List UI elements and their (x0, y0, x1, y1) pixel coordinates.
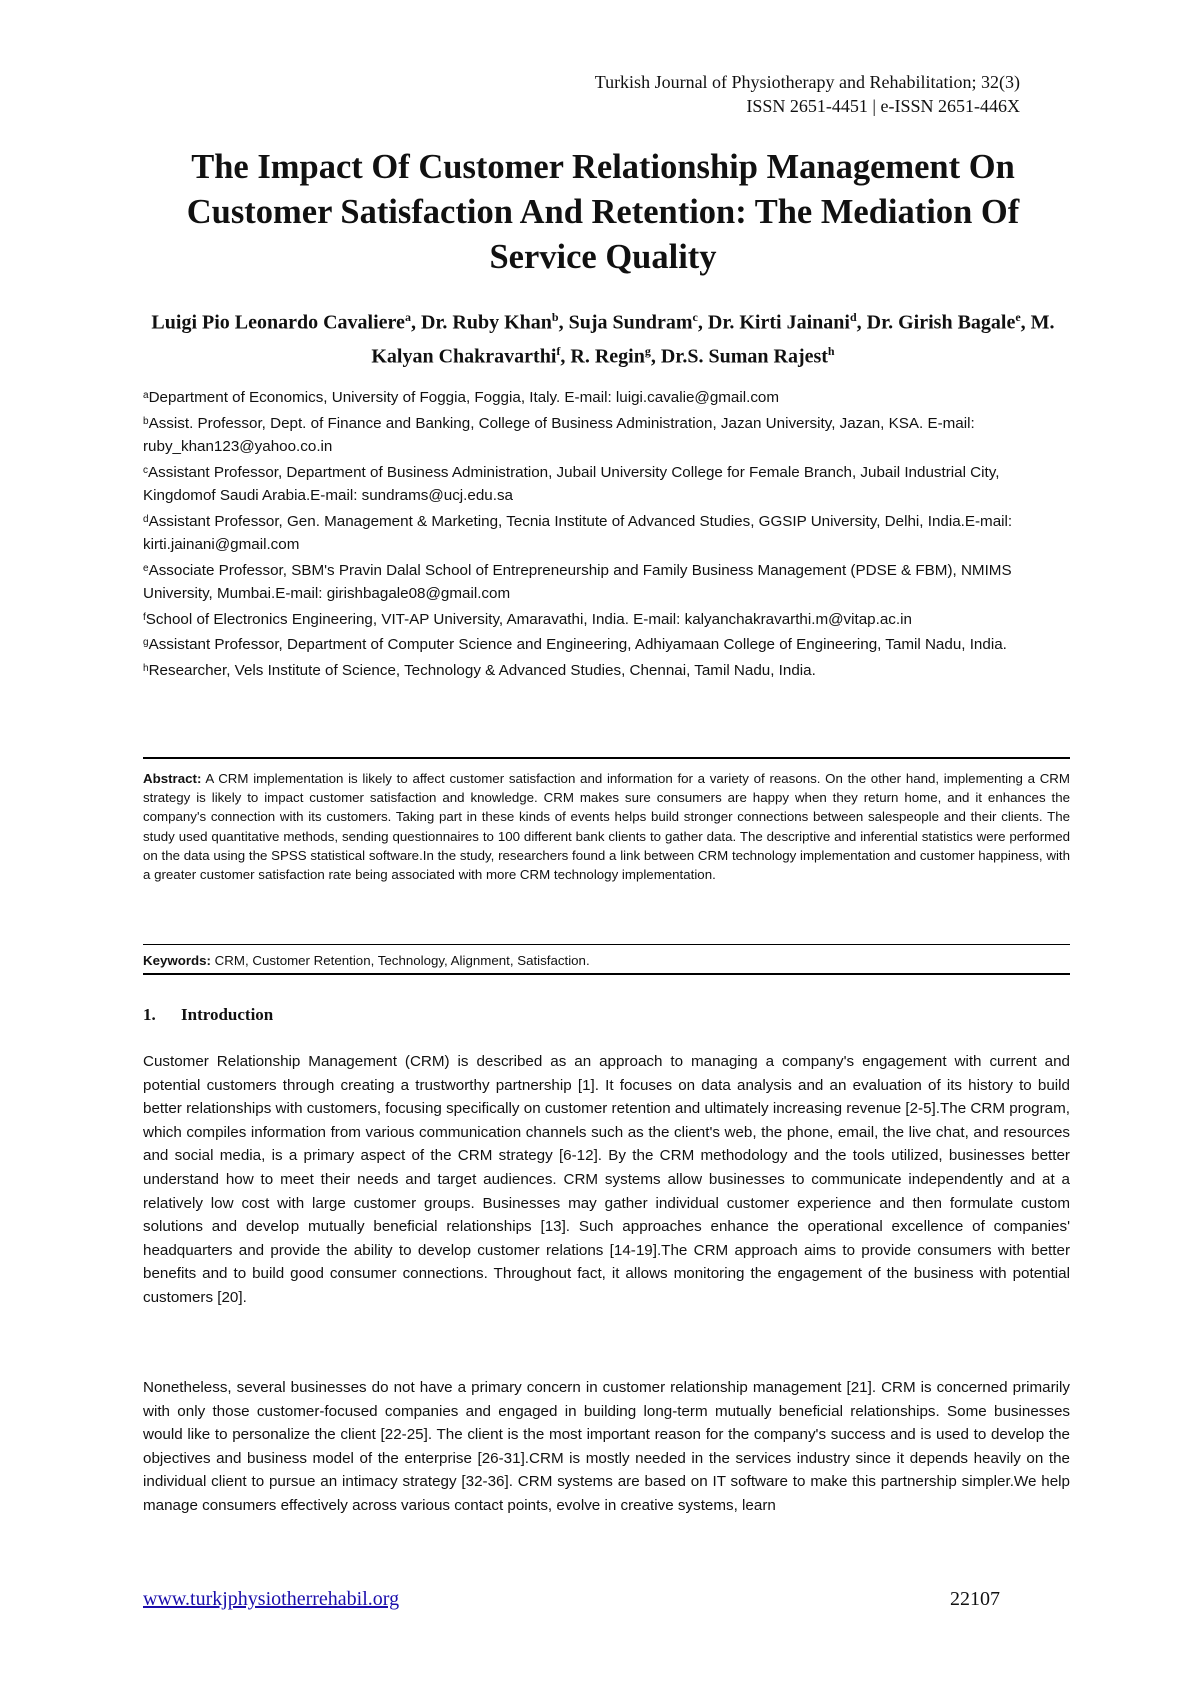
abstract-top-rule (143, 757, 1070, 759)
abstract-label: Abstract: (143, 771, 202, 786)
section-heading (143, 1005, 273, 1025)
author-separator: , (650, 345, 661, 368)
author-name: Luigi Pio Leonardo Cavaliere (151, 311, 405, 334)
journal-name: Turkish Journal of Physiotherapy and Rehabilitation; 32(3) (594, 72, 1020, 92)
affiliation-marker: g (143, 637, 149, 648)
keywords-top-rule (143, 944, 1070, 945)
affiliation-item (143, 459, 1063, 508)
abstract (143, 769, 1070, 884)
author-affiliation-marker: h (827, 343, 835, 358)
affiliation-marker: f (143, 611, 146, 623)
author-separator: , (697, 311, 708, 334)
author-separator: , (856, 311, 867, 334)
affiliation-text: Researcher, Vels Institute of Science, Technology & Advanced Studies, Chennai, Tamil Nadu, India. (148, 661, 816, 679)
affiliation-marker: e (143, 562, 149, 574)
author-separator: , (558, 311, 569, 334)
affiliation-marker: h (143, 662, 149, 674)
affiliation-text: Associate Professor, SBM's Pravin Dalal School of Entrepreneurship and Family Business Management (PDSE & FBM), NMIMS University, Mumbai.E-mail: girishbagale08@gmail.com (143, 561, 1012, 602)
journal-header (320, 70, 1020, 118)
author-affiliation-marker: b (551, 310, 559, 324)
affiliation-text: Assist. Professor, Dept. of Finance and Banking, College of Business Administration, Jazan University, Jazan, KSA. E-mail: ruby_khan123@yahoo.co.in (143, 414, 975, 455)
affiliation-item (143, 631, 1063, 657)
author-name: Suja Sundram (568, 311, 693, 334)
affiliation-marker: a (143, 390, 149, 401)
affiliation-item (143, 557, 1063, 606)
page-number: 22107 (950, 1588, 1000, 1610)
author-name: Dr. Girish Bagale (866, 311, 1016, 334)
author-list (143, 303, 1063, 370)
author-name: Dr. Kirti Jainani (707, 311, 850, 334)
section-number: 1. (143, 1005, 156, 1024)
journal-website-link[interactable]: www.turkjphysiotherrehabil.org (143, 1588, 400, 1610)
affiliation-item (143, 508, 1063, 557)
author-affiliation-marker: e (1015, 310, 1021, 324)
section-title: Introduction (181, 1005, 274, 1024)
author-affiliation-marker: a (404, 310, 411, 324)
body-paragraph: Nonetheless, several businesses do not have a primary concern in customer relationship management [21]. CRM is concerned primarily with only those customer-focused companies and engaged in building long-term mutually beneficial relationships. Some businesses would like to personalize the client [22-25]. The client is the most important reason for the company's success and is used to develop the objectives and business model of the enterprise [26-31].CRM is mostly needed in the services industry since it depends heavily on the individual client to pursue an intimacy strategy [32-36]. CRM systems are based on IT software to make this partnership simpler.We help manage consumers effectively across various contact points, evolve in creative systems, learn (143, 1379, 1070, 1514)
affiliation-marker: d (143, 513, 149, 525)
author-separator: , (560, 345, 571, 368)
affiliation-text: Assistant Professor, Department of Business Administration, Jubail University College for Female Branch, Jubail Industrial City, Kingdomof Saudi Arabia.E-mail: sundrams@ucj.edu.sa (143, 463, 1000, 504)
author-name: Dr. Ruby Khan (420, 311, 552, 334)
affiliation-item (143, 657, 1063, 683)
abstract-text: A CRM implementation is likely to affect customer satisfaction and information for a variety of reasons. On the other hand, implementing a CRM strategy is likely to impact customer satisfaction and knowledge. CRM makes sure consumers are happy when they return home, and it enhances the company's connection with its customers. Taking part in these kinds of events helps build stronger connections between salespeople and their clients. The study used quantitative methods, sending questionnaires to 100 different bank clients to gather data. The descriptive and inferential statistics were performed on the data using the SPSS statistical software.In the study, researchers found a link between CRM technology implementation and customer happiness, with a greater customer satisfaction rate being associated with more CRM technology implementation. (143, 771, 1070, 883)
keywords-bottom-rule (143, 973, 1070, 975)
author-name: M. Kalyan Chakravarthi (371, 311, 1055, 368)
paper-title: The Impact Of Customer Relationship Management On Customer Satisfaction And Retention: The Mediation Of Service Quality (186, 148, 1020, 276)
author-name: R. Regin (570, 345, 645, 368)
author-affiliation-marker: c (692, 310, 698, 324)
affiliation-marker: c (143, 464, 148, 476)
keywords (143, 951, 1070, 970)
affiliation-text: School of Electronics Engineering, VIT-AP University, Amaravathi, India. E-mail: kalyanchakravarthi.m@vitap.ac.in (145, 610, 912, 628)
author-affiliation-marker: d (849, 310, 857, 324)
affiliation-item (143, 606, 1063, 632)
affiliation-text: Assistant Professor, Gen. Management & Marketing, Tecnia Institute of Advanced Studies, GGSIP University, Delhi, India.E-mail: kirti.jainani@gmail.com (143, 512, 1013, 553)
affiliation-list (143, 384, 1063, 682)
affiliation-item (143, 384, 1063, 410)
keywords-text: CRM, Customer Retention, Technology, Alignment, Satisfaction. (210, 953, 590, 968)
author-separator: , (1020, 311, 1031, 334)
affiliation-text: Department of Economics, University of Foggia, Foggia, Italy. E-mail: luigi.cavalie@gmail.com (148, 389, 780, 406)
author-affiliation-marker: g (644, 343, 651, 358)
affiliation-text: Assistant Professor, Department of Computer Science and Engineering, Adhiyamaan College of Engineering, Tamil Nadu, India. (148, 636, 1007, 653)
body-paragraph: Customer Relationship Management (CRM) is described as an approach to managing a company's engagement with current and potential customers through creating a trustworthy partnership [1]. It focuses on data analysis and an evaluation of its history to build better relationships with customers, focusing specifically on customer retention and ultimately increasing revenue [2-5].The CRM program, which compiles information from various communication channels such as the client's web, the phone, email, the live chat, and resources and social media, is a primary aspect of the CRM strategy [6-12]. By the CRM methodology and the tools utilized, businesses better understand how to meet their needs and target audiences. CRM systems allow businesses to communicate independently and at a relatively low cost with large customer groups. Businesses may gather individual customer experience and then formulate custom solutions and develop mutually beneficial relationships [13]. Such approaches enhance the operational excellence of companies' headquarters and provide the ability to develop customer relations [14-19].The CRM approach aims to provide consumers with better benefits and to build good consumer connections. Throughout fact, it allows monitoring the engagement of the business with potential customers [20]. (143, 1053, 1070, 1306)
keywords-label: Keywords: (143, 953, 211, 968)
author-separator: , (410, 311, 421, 334)
affiliation-item (143, 410, 1063, 459)
author-name: Dr.S. Suman Rajest (660, 345, 828, 368)
journal-issn: ISSN 2651-4451 | e-ISSN 2651-446X (746, 96, 1020, 116)
affiliation-marker: b (143, 415, 149, 427)
author-affiliation-marker: f (556, 343, 561, 358)
